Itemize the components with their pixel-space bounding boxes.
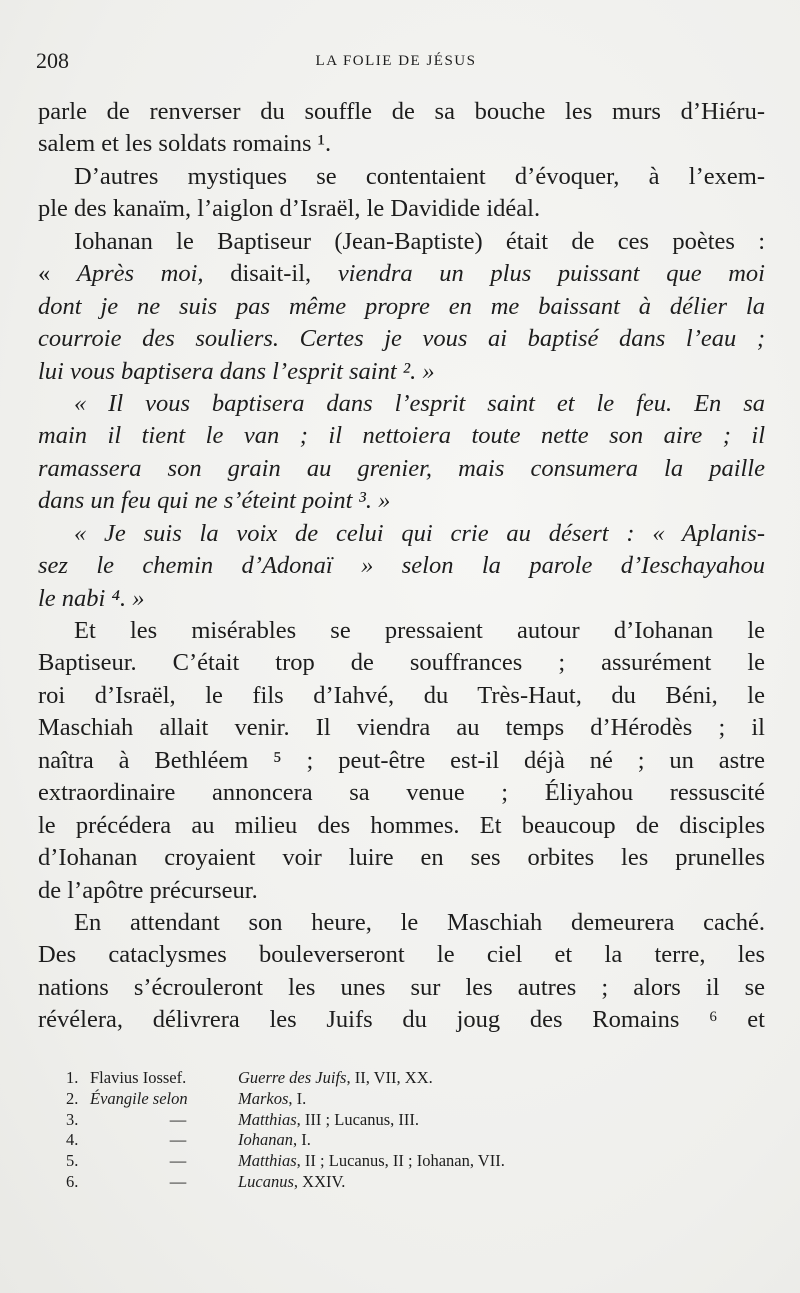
- text-line: Des cataclysmes bouleverseront le ciel et la terre, les: [38, 941, 765, 969]
- text-line: main il tient le van ; il nettoiera toute nette son aire ; il: [38, 422, 765, 450]
- running-title: LA FOLIE DE JÉSUS: [315, 53, 477, 69]
- text-line: révélera, délivrera les Juifs du joug des Romains ⁶ et: [38, 1006, 765, 1034]
- footnote-reference: Flavius Iossef.: [90, 1068, 187, 1087]
- text-line: de l’apôtre précurseur.: [38, 876, 258, 904]
- footnote: [66, 1110, 626, 1131]
- text-line: « Je suis la voix de celui qui crie au désert : « Aplanis-: [74, 519, 765, 547]
- footnotes: [66, 1068, 626, 1193]
- text-segment: disait-il,: [203, 260, 338, 288]
- text-line: extraordinaire annoncera sa venue ; Éliyahou ressuscité: [38, 779, 765, 807]
- footnote: [66, 1172, 626, 1193]
- text-line: D’autres mystiques se contentaient d’évoquer, à l’exem-: [74, 162, 765, 190]
- text-line: dans un feu qui ne s’éteint point ³. »: [38, 487, 391, 515]
- footnote: [66, 1089, 626, 1110]
- text-segment: viendra un plus puissant que moi: [337, 260, 765, 288]
- footnote-locator: , III ; Lucanus, III.: [296, 1109, 419, 1129]
- text-line: d’Iohanan croyaient voir luire en ses orbites les prunelles: [38, 844, 765, 872]
- footnote-source: Lucanus: [238, 1171, 294, 1191]
- text-line: sez le chemin d’Adonaï » selon la parole d’Ieschayahou: [38, 552, 765, 580]
- text-line: Iohanan le Baptiseur (Jean-Baptiste) était de ces poètes :: [74, 227, 765, 255]
- text-line: Baptiseur. C’était trop de souffrances ; assurément le: [38, 649, 765, 677]
- footnote: [66, 1130, 626, 1151]
- footnote-number: 1.: [66, 1068, 79, 1087]
- text-line: lui vous baptisera dans l’esprit saint ². »: [38, 357, 435, 385]
- footnote-source: Matthias: [238, 1109, 297, 1129]
- footnote: [66, 1068, 626, 1089]
- text-line: [38, 258, 765, 290]
- footnote-source: Guerre des Juifs: [238, 1068, 347, 1087]
- text-line: « Il vous baptisera dans l’esprit saint et le feu. En sa: [74, 389, 765, 417]
- footnote: [66, 1151, 626, 1172]
- text-line: ple des kanaïm, l’aiglon d’Israël, le Davidide idéal.: [38, 195, 541, 223]
- text-line: roi d’Israël, le fils d’Iahvé, du Très-Haut, du Béni, le: [38, 681, 765, 709]
- page-number: 208: [36, 48, 69, 73]
- footnote-source: Markos: [238, 1088, 289, 1108]
- body-text: [38, 96, 765, 1037]
- text-line: nations s’écrouleront les unes sur les autres ; alors il se: [38, 973, 765, 1001]
- text-line: parle de renverser du souffle de sa bouche les murs d’Hiéru-: [38, 98, 765, 125]
- footnote-locator: , II ; Lucanus, II ; Iohanan, VII.: [296, 1151, 505, 1171]
- running-head: [36, 48, 756, 78]
- footnote-reference: —: [169, 1151, 187, 1171]
- text-line: naîtra à Bethléem ⁵ ; peut-être est-il déjà né ; un astre: [38, 746, 765, 774]
- footnote-reference: —: [169, 1109, 187, 1129]
- footnote-number: 5.: [66, 1151, 79, 1171]
- footnote-number: 6.: [66, 1171, 79, 1191]
- text-segment: Après moi,: [76, 260, 204, 288]
- text-line: le précédera au milieu des hommes. Et beaucoup de disciples: [38, 811, 765, 839]
- footnote-locator: , I.: [293, 1130, 311, 1150]
- text-line: salem et les soldats romains ¹.: [38, 130, 332, 158]
- text-line: le nabi ⁴. »: [38, 584, 145, 612]
- footnote-reference: —: [169, 1130, 187, 1150]
- text-line: En attendant son heure, le Maschiah demeurera caché.: [74, 908, 765, 936]
- text-line: dont je ne suis pas même propre en me baissant à délier la: [38, 292, 765, 320]
- footnote-source: Matthias: [238, 1151, 297, 1171]
- footnote-number: 3.: [66, 1109, 79, 1129]
- text-segment: «: [38, 260, 77, 288]
- text-line: courroie des souliers. Certes je vous ai baptisé dans l’eau ;: [38, 325, 765, 353]
- footnote-locator: , XXIV.: [293, 1171, 346, 1191]
- footnote-locator: , II, VII, XX.: [346, 1068, 433, 1087]
- footnote-reference: —: [169, 1171, 187, 1191]
- footnote-source: Iohanan: [238, 1130, 293, 1150]
- footnote-number: 4.: [66, 1130, 79, 1150]
- text-line: ramassera son grain au grenier, mais consumera la paille: [38, 454, 765, 482]
- footnote-reference: Évangile selon: [90, 1088, 188, 1108]
- text-line: Maschiah allait venir. Il viendra au temps d’Hérodès ; il: [38, 714, 765, 742]
- footnote-number: 2.: [66, 1088, 79, 1108]
- footnote-locator: , I.: [288, 1088, 307, 1108]
- text-line: Et les misérables se pressaient autour d’Iohanan le: [74, 617, 765, 644]
